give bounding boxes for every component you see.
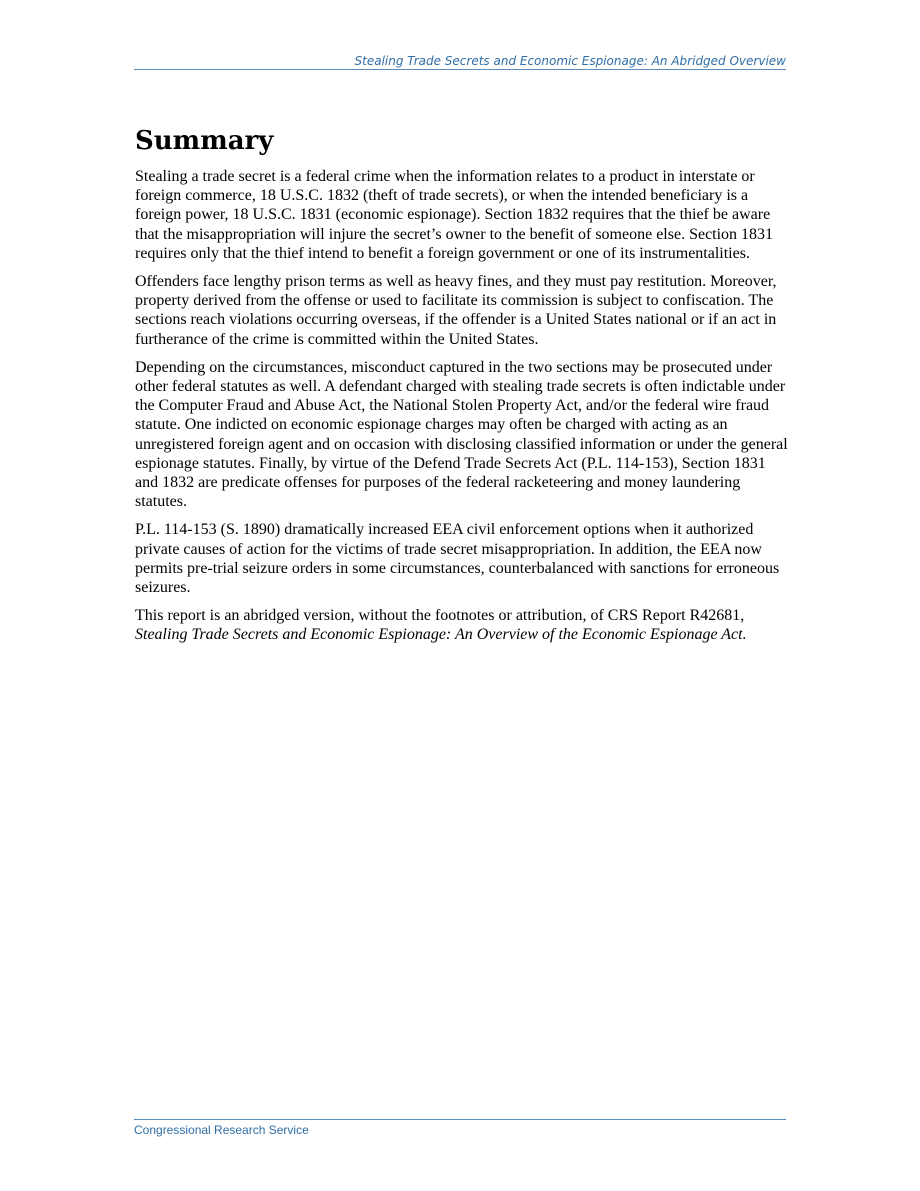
summary-paragraph-4: P.L. 114-153 (S. 1890) dramatically increased EEA civil enforcement options when it authorized private causes of action for the victims of trade secret misappropriation. In addition, the EEA now permits pre-trial seizure orders in some circumstances, counterbalanced with sanctions for erroneous seizures.: [135, 521, 780, 597]
closing-text: This report is an abridged version, without the footnotes or attribution, of CRS Report R42681,: [135, 607, 745, 625]
running-footer: [134, 1119, 786, 1138]
summary-paragraph-2: Offenders face lengthy prison terms as well as heavy fines, and they must pay restitution. Moreover, property derived from the offense or used to facilitate its commission is subject to confiscation. The sections reach violations occurring overseas, if the offender is a United States national or if an act in furtherance of the crime is committed within the United States.: [135, 273, 777, 348]
summary-section: [135, 124, 790, 654]
running-header: [134, 54, 786, 70]
referenced-report-title: Stealing Trade Secrets and Economic Espionage: An Overview of the Economic Espionage Act.: [135, 626, 747, 644]
summary-closing-paragraph: [135, 606, 790, 644]
running-header-title: Stealing Trade Secrets and Economic Espionage: An Abridged Overview: [354, 54, 786, 68]
section-heading: Summary: [135, 126, 274, 156]
summary-paragraph-3: Depending on the circumstances, misconduct captured in the two sections may be prosecuted under other federal statutes as well. A defendant charged with stealing trade secrets is often indictable under the Computer Fraud and Abuse Act, the National Stolen Property Act, and/or the federal wire fraud statute. One indicted on economic espionage charges may often be charged with acting as an unregistered foreign agent and on occasion with disclosing classified information or under the general espionage statutes. Finally, by virtue of the Defend Trade Secrets Act (P.L. 114-153), Section 1831 and 1832 are predicate offenses for purposes of the federal racketeering and money laundering statutes.: [135, 358, 788, 511]
summary-paragraph-1: Stealing a trade secret is a federal crime when the information relates to a product in interstate or foreign commerce, 18 U.S.C. 1832 (theft of trade secrets), or when the intended beneficiary is a foreign power, 18 U.S.C. 1831 (economic espionage). Section 1832 requires that the thief be aware that the misappropriation will injure the secret’s owner to the benefit of someone else. Section 1831 requires only that the thief intend to benefit a foreign government or one of its instrumentalities.: [135, 168, 774, 262]
footer-organization: Congressional Research Service: [134, 1123, 309, 1137]
